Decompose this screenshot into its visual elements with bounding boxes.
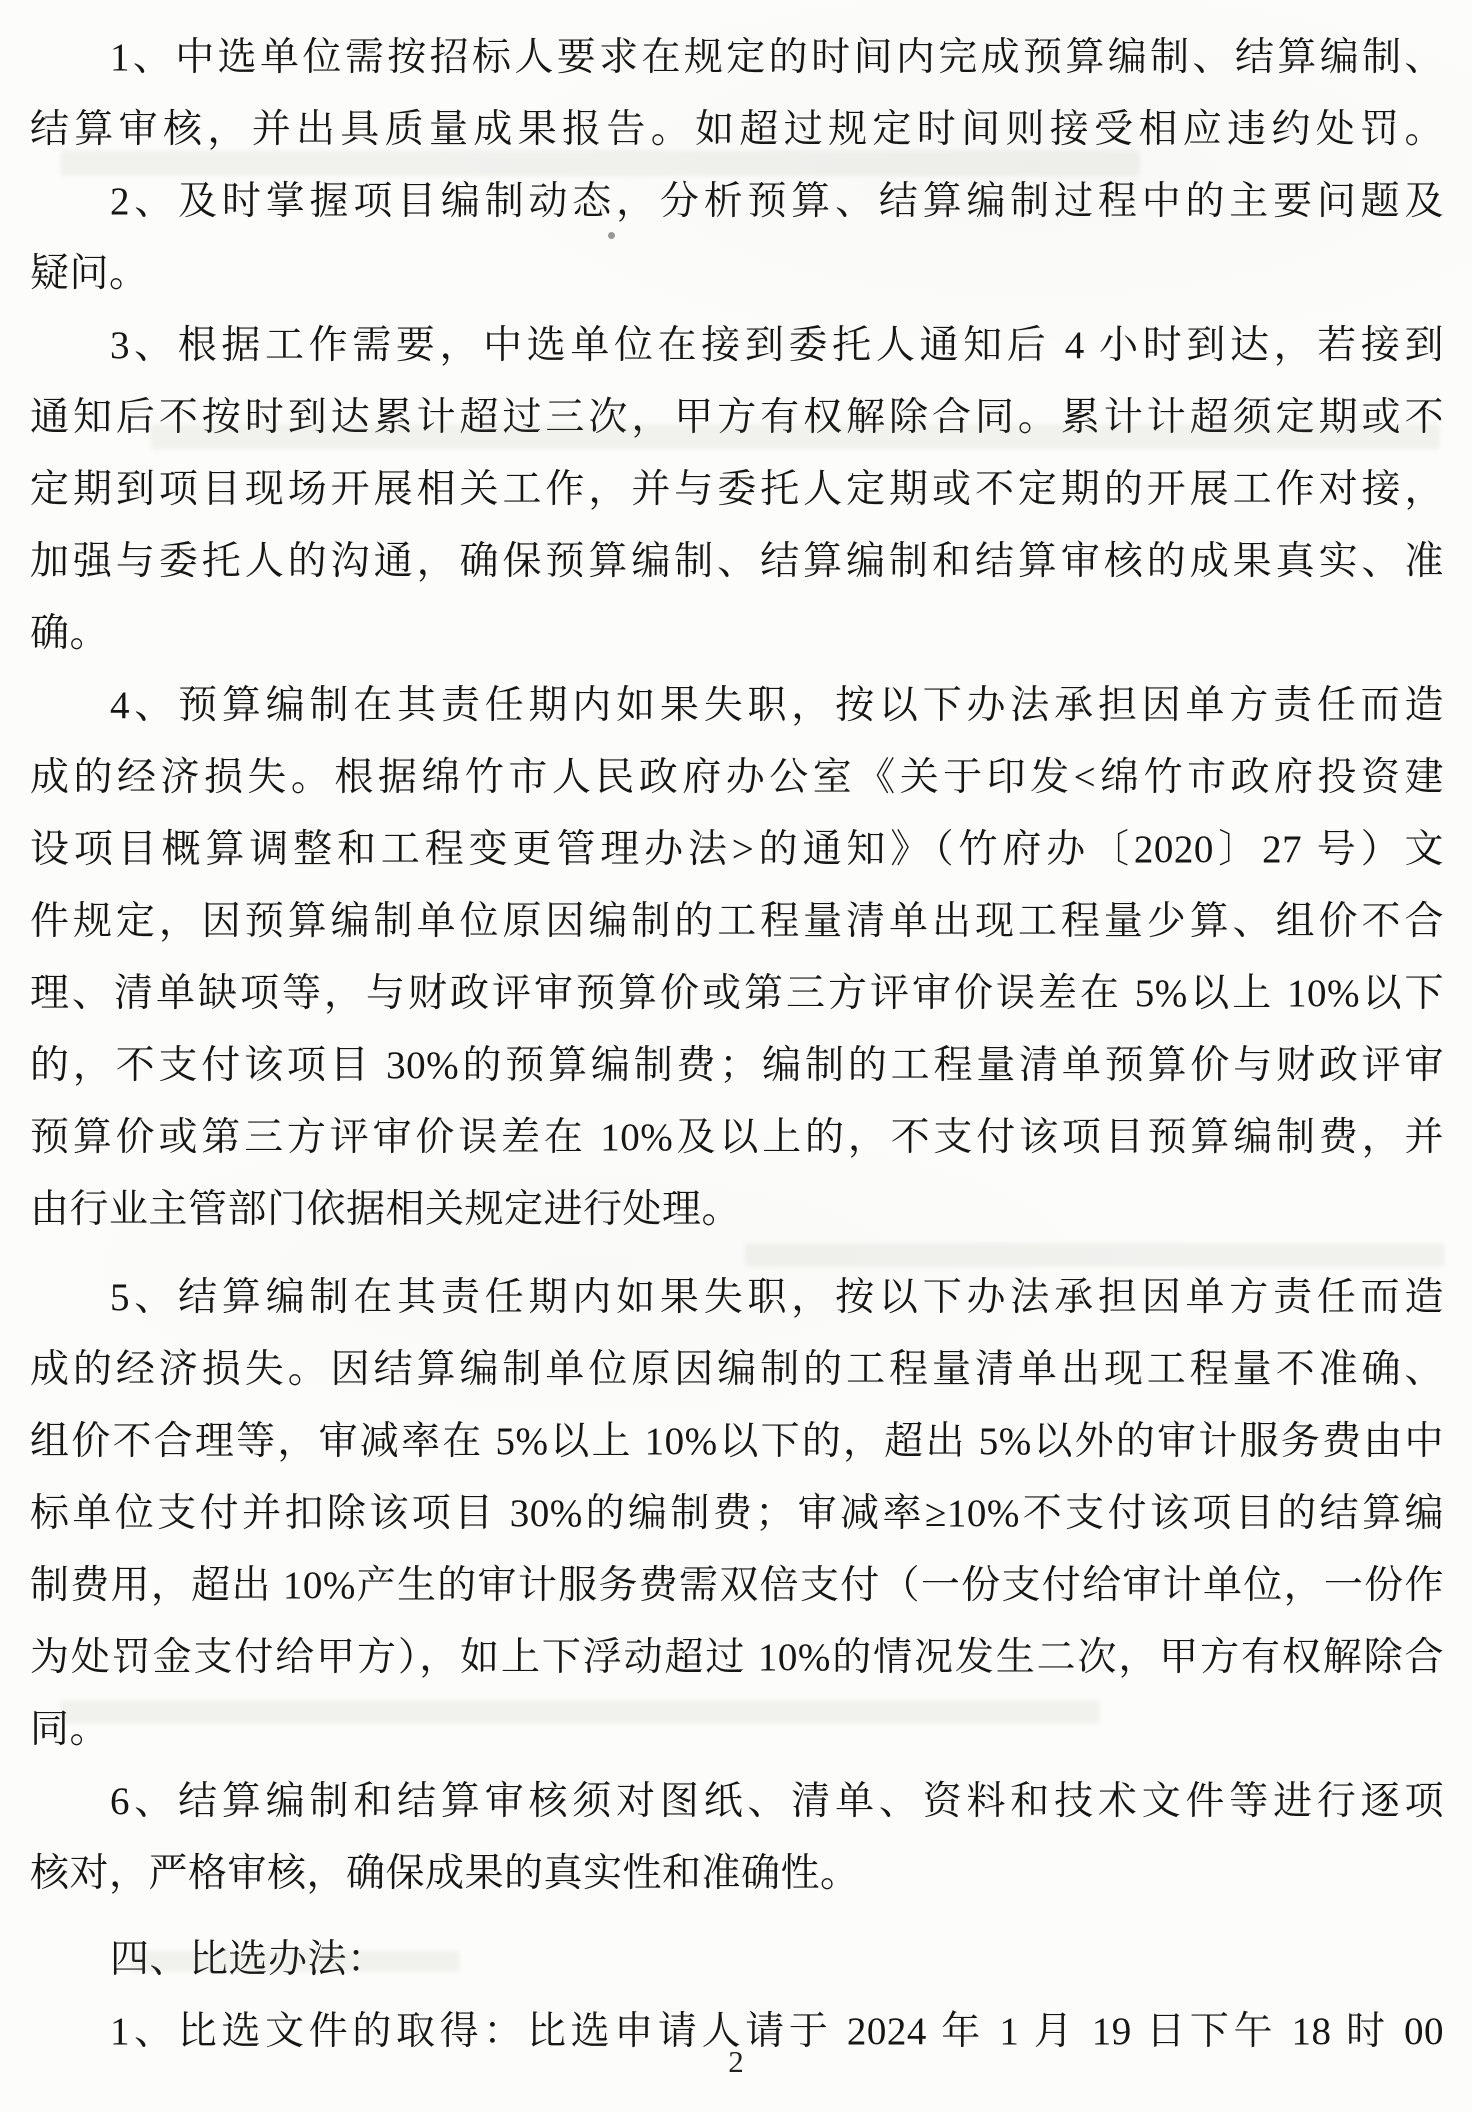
doc-line: 理、清单缺项等，与财政评审预算价或第三方评审价误差在 5%以上 10%以下 — [30, 972, 1444, 1015]
doc-line: 成的经济损失。根据绵竹市人民政府办公室《关于印发<绵竹市政府投资建 — [30, 756, 1444, 799]
doc-line: 由行业主管部门依据相关规定进行处理。 — [30, 1188, 742, 1231]
doc-line: 成的经济损失。因结算编制单位原因编制的工程量清单出现工程量不准确、 — [30, 1348, 1444, 1391]
doc-line: 确。 — [30, 612, 110, 655]
doc-line: 同。 — [30, 1708, 110, 1751]
doc-line: 1、中选单位需按招标人要求在规定的时间内完成预算编制、结算编制、 — [110, 36, 1444, 79]
doc-line: 6、结算编制和结算审核须对图纸、清单、资料和技术文件等进行逐项 — [110, 1780, 1444, 1823]
doc-line: 件规定，因预算编制单位原因编制的工程量清单出现工程量少算、组价不合 — [30, 900, 1444, 943]
doc-line: 3、根据工作需要，中选单位在接到委托人通知后 4 小时到达，若接到 — [110, 324, 1444, 367]
doc-line: 标单位支付并扣除该项目 30%的编制费；审减率≥10%不支付该项目的结算编 — [30, 1492, 1444, 1535]
doc-line: 核对，严格审核，确保成果的真实性和准确性。 — [30, 1852, 860, 1895]
doc-line: 组价不合理等，审减率在 5%以上 10%以下的，超出 5%以外的审计服务费由中 — [30, 1420, 1444, 1463]
doc-line: 的，不支付该项目 30%的预算编制费；编制的工程量清单预算价与财政评审 — [30, 1044, 1444, 1087]
doc-line: 5、结算编制在其责任期内如果失职，按以下办法承担因单方责任而造 — [110, 1276, 1444, 1319]
doc-line: 4、预算编制在其责任期内如果失职，按以下办法承担因单方责任而造 — [110, 684, 1444, 727]
doc-line: 结算审核，并出具质量成果报告。如超过规定时间则接受相应违约处罚。 — [30, 108, 1444, 151]
doc-line: 2、及时掌握项目编制动态，分析预算、结算编制过程中的主要问题及 — [110, 180, 1444, 223]
doc-line: 四、比选办法： — [110, 1938, 387, 1981]
scan-speck — [608, 232, 615, 239]
doc-line: 制费用，超出 10%产生的审计服务费需双倍支付（一份支付给审计单位，一份作 — [30, 1564, 1444, 1607]
doc-line: 定期到项目现场开展相关工作，并与委托人定期或不定期的开展工作对接， — [30, 468, 1444, 511]
doc-line: 疑问。 — [30, 252, 149, 295]
doc-line: 通知后不按时到达累计超过三次，甲方有权解除合同。累计计超须定期或不 — [30, 396, 1444, 439]
doc-line: 设项目概算调整和工程变更管理办法>的通知》（竹府办〔2020〕27 号）文 — [30, 828, 1444, 871]
doc-line: 为处罚金支付给甲方），如上下浮动超过 10%的情况发生二次，甲方有权解除合 — [30, 1636, 1444, 1679]
doc-line: 加强与委托人的沟通，确保预算编制、结算编制和结算审核的成果真实、准 — [30, 540, 1444, 583]
page-number: 2 — [728, 2044, 744, 2079]
doc-line: 预算价或第三方评审价误差在 10%及以上的，不支付该项目预算编制费，并 — [30, 1116, 1444, 1159]
doc-line: 1、比选文件的取得：比选申请人请于 2024 年 1 月 19 日下午 18 时 00 — [110, 2010, 1444, 2053]
